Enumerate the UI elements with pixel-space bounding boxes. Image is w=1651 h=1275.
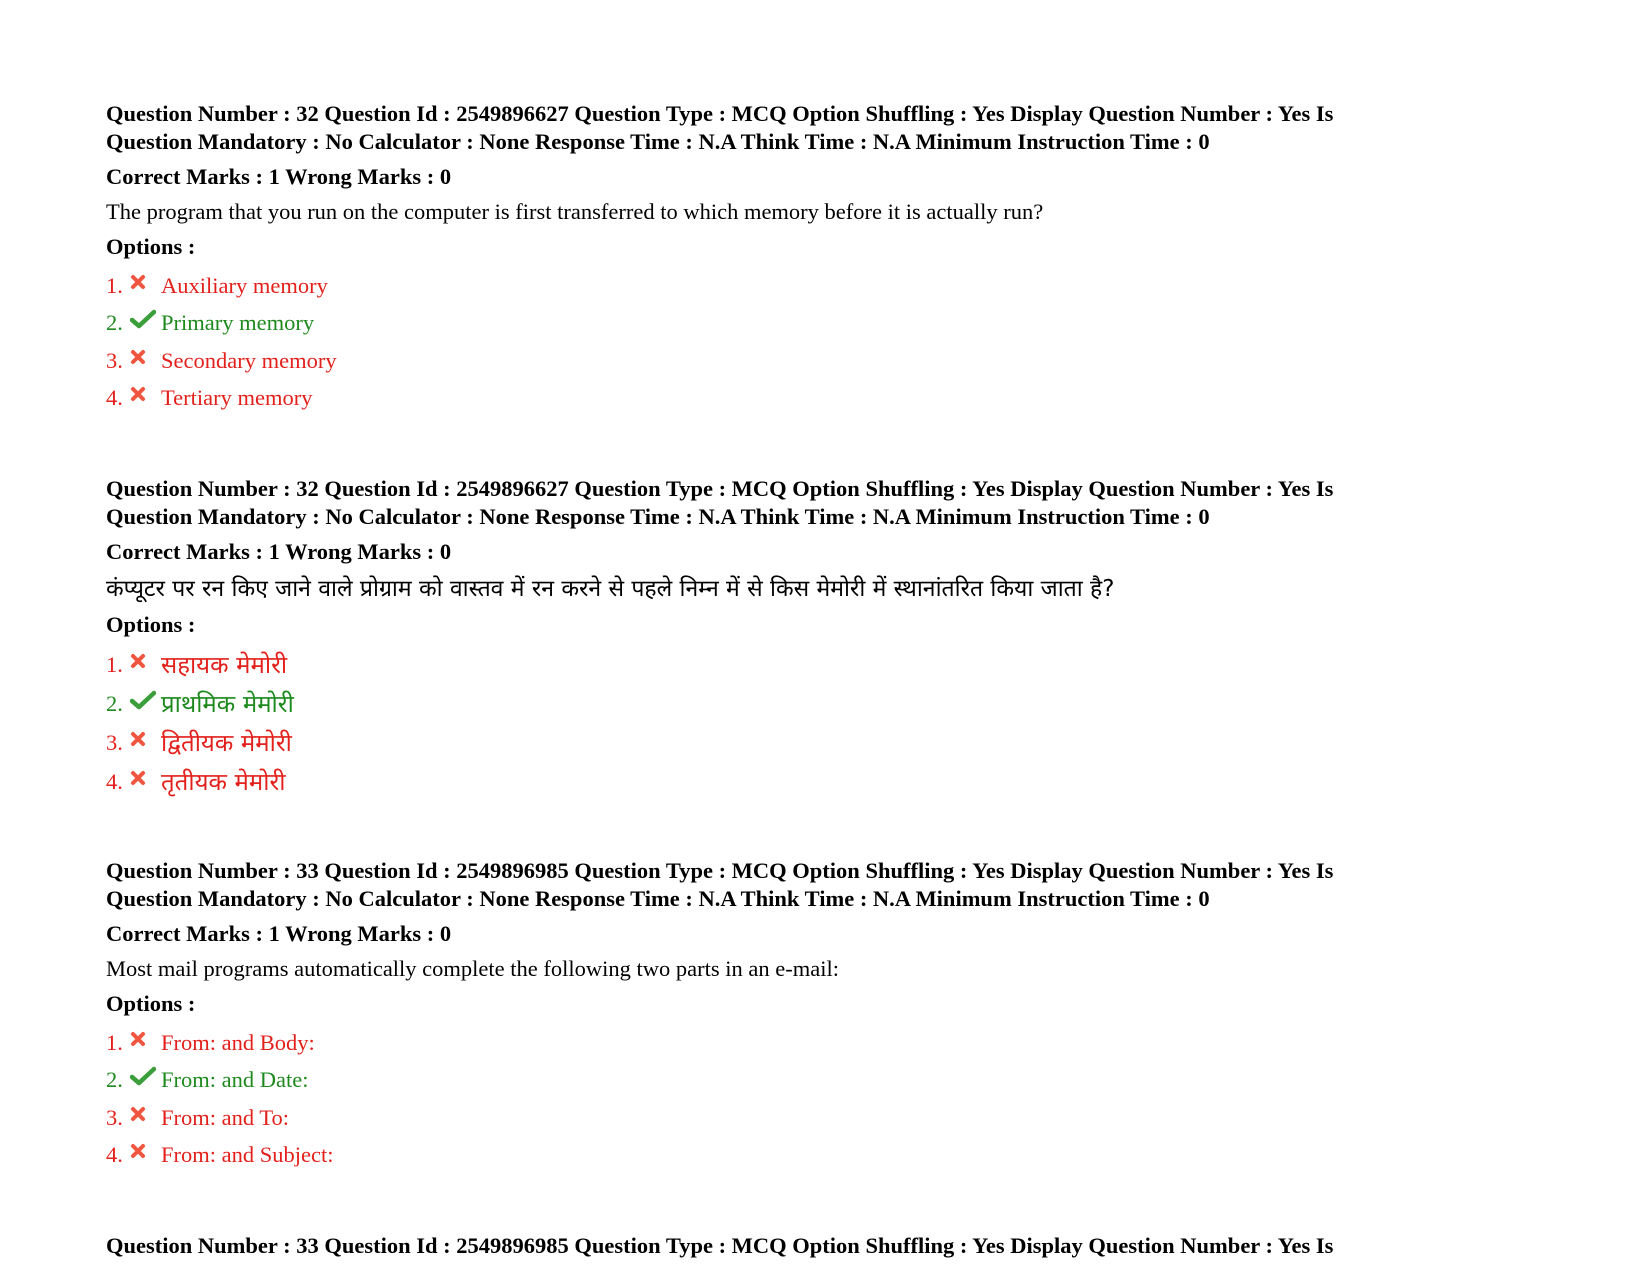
option-item [106,1137,1556,1175]
option-number: 1. [106,651,123,677]
option-number: 3. [106,347,123,373]
option-text: Tertiary memory [161,385,313,411]
question-block [106,1232,1556,1260]
option-number: 3. [106,1104,123,1130]
option-number: 2. [106,690,123,716]
options-list [106,267,1556,417]
option-number: 3. [106,729,123,755]
option-number: 1. [106,1029,123,1055]
marks-info: Correct Marks : 1 Wrong Marks : 0 [106,164,452,189]
option-item [106,305,1556,343]
cross-icon [130,731,161,747]
option-text: प्राथमिक मेमोरी [161,690,294,718]
question-header-line-1: Question Number : 33 Question Id : 2549896985 Question Type : MCQ Option Shuffling : Yes Display Question Number : Yes Is [106,1233,1334,1258]
cross-icon [130,349,161,365]
option-number: 1. [106,272,123,298]
question-header-line-1: Question Number : 32 Question Id : 2549896627 Question Type : MCQ Option Shuffling : Yes Display Question Number : Yes Is [106,476,1334,501]
option-text: From: and Date: [161,1067,309,1093]
option-item [106,342,1556,380]
option-number: 4. [106,1142,123,1168]
option-number: 4. [106,385,123,411]
option-item [106,380,1556,418]
question-header-line-2: Question Mandatory : No Calculator : None Response Time : N.A Think Time : N.A Minimum Instruction Time : 0 [106,886,1210,911]
option-text: From: and Body: [161,1029,315,1055]
option-text: द्वितीयक मेमोरी [161,729,292,757]
option-item [106,1024,1556,1062]
option-text: Auxiliary memory [161,272,328,298]
question-block [106,857,1556,1174]
options-list [106,1024,1556,1174]
option-item [106,684,1556,723]
option-item [106,645,1556,684]
check-icon [130,309,161,329]
option-text: तृतीयक मेमोरी [161,768,286,796]
option-item [106,762,1556,801]
check-icon [130,1066,161,1086]
question-header-line-1: Question Number : 32 Question Id : 2549896627 Question Type : MCQ Option Shuffling : Yes Display Question Number : Yes Is [106,101,1334,126]
cross-icon [130,386,161,402]
question-paper [106,100,1556,1260]
question-text: The program that you run on the computer is first transferred to which memory before it is actually run? [106,199,1044,224]
question-header-line-1: Question Number : 33 Question Id : 2549896985 Question Type : MCQ Option Shuffling : Yes Display Question Number : Yes Is [106,858,1334,883]
option-text: Secondary memory [161,347,337,373]
question-block [106,100,1556,417]
question-header-line-2: Question Mandatory : No Calculator : None Response Time : N.A Think Time : N.A Minimum Instruction Time : 0 [106,504,1210,529]
option-number: 2. [106,1067,123,1093]
marks-info: Correct Marks : 1 Wrong Marks : 0 [106,539,452,564]
option-text: From: and Subject: [161,1142,334,1168]
option-number: 4. [106,768,123,794]
option-item [106,723,1556,762]
option-item [106,267,1556,305]
check-icon [130,690,161,710]
cross-icon [130,1143,161,1159]
question-text: Most mail programs automatically complete the following two parts in an e-mail: [106,956,839,981]
cross-icon [130,1031,161,1047]
options-list [106,645,1556,801]
option-item [106,1099,1556,1137]
cross-icon [130,1106,161,1122]
question-block [106,475,1556,801]
option-text: सहायक मेमोरी [161,651,288,679]
cross-icon [130,653,161,669]
option-text: From: and To: [161,1104,290,1130]
cross-icon [130,274,161,290]
cross-icon [130,770,161,786]
question-header-line-2: Question Mandatory : No Calculator : None Response Time : N.A Think Time : N.A Minimum Instruction Time : 0 [106,129,1210,154]
options-label: Options : [106,991,196,1016]
option-text: Primary memory [161,310,315,336]
question-text: कंप्यूटर पर रन किए जाने वाले प्रोग्राम को वास्तव में रन करने से पहले निम्न में से किस मेमोरी में स्थानांतरित किया जाता है? [106,576,1115,602]
option-item [106,1062,1556,1100]
option-number: 2. [106,310,123,336]
options-label: Options : [106,612,196,637]
marks-info: Correct Marks : 1 Wrong Marks : 0 [106,921,452,946]
options-label: Options : [106,234,196,259]
